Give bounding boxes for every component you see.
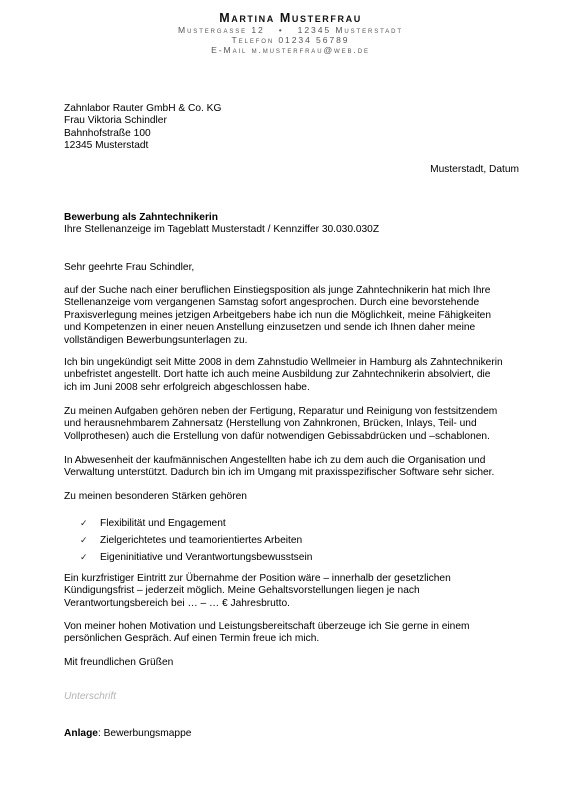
- address-separator: •: [278, 25, 284, 35]
- attachment-line: [64, 728, 524, 740]
- paragraph-intro: [64, 285, 524, 347]
- text-line: Stellenanzeige vom vergangenen Samstag sofort angesprochen. Durch eine bevorstehende: [64, 297, 480, 309]
- sender-address: [0, 25, 581, 35]
- paragraph-employment: [64, 357, 524, 394]
- sender-city: 12345 Musterstadt: [297, 25, 403, 35]
- letter-date: Musterstadt, Datum: [430, 164, 519, 175]
- text-line: Kündigungsfrist – jederzeit möglich. Meine Gehaltsvorstellungen liegen je nach: [64, 585, 420, 597]
- list-item: [80, 532, 500, 549]
- paragraph-strengths-intro: [64, 491, 524, 503]
- text-line: Verwaltung unterstützt. Dadurch bin ich im Umgang mit praxisspezifischer Software sehr sicher.: [64, 467, 495, 479]
- recipient-line: 12345 Musterstadt: [64, 140, 149, 152]
- text-line: Ich bin ungekündigt seit Mitte 2008 in dem Zahnstudio Wellmeier in Hamburg als Zahntechnikerin: [64, 357, 503, 368]
- text-line: Ein kurzfristiger Eintritt zur Übernahme der Position wäre – innerhalb der gesetzlichen: [64, 573, 451, 584]
- paragraph-administration: [64, 455, 524, 480]
- text-line: Verantwortungsbereich bei … – … € Jahresbrutto.: [64, 597, 290, 609]
- checkmark-icon: ✓: [80, 518, 88, 528]
- text-line: vollständigen Bewerbungsunterlagen zu.: [64, 334, 248, 346]
- strengths-list: [80, 515, 500, 566]
- attachment-text: : Bewerbungsmappe: [97, 728, 192, 739]
- text-line: auf der Suche nach einer beruflichen Einstiegsposition als junge Zahntechnikerin hat mich Ihre: [64, 285, 491, 296]
- closing-formula: Mit freundlichen Grüßen: [64, 657, 174, 668]
- strength-label: Flexibilität und Engagement: [100, 518, 226, 529]
- paragraph-availability: [64, 573, 524, 610]
- text-line: In Abwesenheit der kaufmännischen Angestellten habe ich zu dem auch die Organisation und: [64, 455, 486, 466]
- sender-street: Mustergasse 12: [178, 25, 265, 35]
- text-line: unbefristet angestellt. Dort hatte ich auch meine Ausbildung zur Zahntechnikerin absolviert, die: [64, 369, 491, 381]
- paragraph-motivation: [64, 621, 524, 646]
- strength-label: Zielgerichtetes und teamorientiertes Arbeiten: [100, 535, 303, 546]
- text-line: Praxisverlegung meines jetzigen Arbeitgebers habe ich nun die Möglichkeit, meine Fähigkeiten: [64, 309, 491, 321]
- subject-title: Bewerbung als Zahntechnikerin: [64, 212, 218, 223]
- recipient-line: Zahnlabor Rauter GmbH & Co. KG: [64, 103, 222, 114]
- text-line: Zu meinen besonderen Stärken gehören: [64, 491, 247, 502]
- sender-phone: Telefon 01234 56789: [231, 35, 350, 45]
- recipient-line: Bahnhofstraße 100: [64, 127, 151, 139]
- text-line: ich im Juni 2008 sehr erfolgreich abgeschlossen habe.: [64, 381, 310, 393]
- list-item: [80, 515, 500, 532]
- text-line: und herausnehmbarem Zahnersatz (Herstellung von Zahnkronen, Brücken, Inlays, Teil- und: [64, 418, 477, 430]
- strength-label: Eigeninitiative und Verantwortungsbewusstsein: [100, 552, 313, 563]
- text-line: persönlichen Gespräch. Auf einen Termin freue ich mich.: [64, 633, 320, 645]
- sender-email: E-Mail m.musterfrau@web.de: [211, 45, 370, 55]
- attachment-label: Anlage: [64, 728, 98, 739]
- checkmark-icon: ✓: [80, 535, 88, 545]
- sender-name: Martina Musterfrau: [219, 11, 362, 25]
- recipient-address: [64, 103, 524, 153]
- subject: [64, 212, 524, 237]
- text-line: Von meiner hohen Motivation und Leistungsbereitschaft überzeuge ich Sie gerne in einem: [64, 621, 470, 632]
- signature-placeholder: Unterschrift: [64, 691, 117, 702]
- text-line: Vollprothesen) auch die Erstellung von dafür notwendigen Gebissabdrücken und –schablonen.: [64, 430, 490, 442]
- recipient-line: Frau Viktoria Schindler: [64, 115, 167, 127]
- text-line: und Kompetenzen in einer neuen Anstellung einzusetzen und sende ich Ihnen daher meine: [64, 322, 476, 334]
- list-item: [80, 549, 500, 566]
- greeting: Sehr geehrte Frau Schindler,: [64, 262, 195, 273]
- paragraph-tasks: [64, 406, 524, 443]
- checkmark-icon: ✓: [80, 552, 88, 562]
- subject-reference: Ihre Stellenanzeige im Tageblatt Musterstadt / Kennziffer 30.030.030Z: [64, 224, 380, 236]
- text-line: Zu meinen Aufgaben gehören neben der Fertigung, Reparatur und Reinigung von festsitzendem: [64, 406, 498, 417]
